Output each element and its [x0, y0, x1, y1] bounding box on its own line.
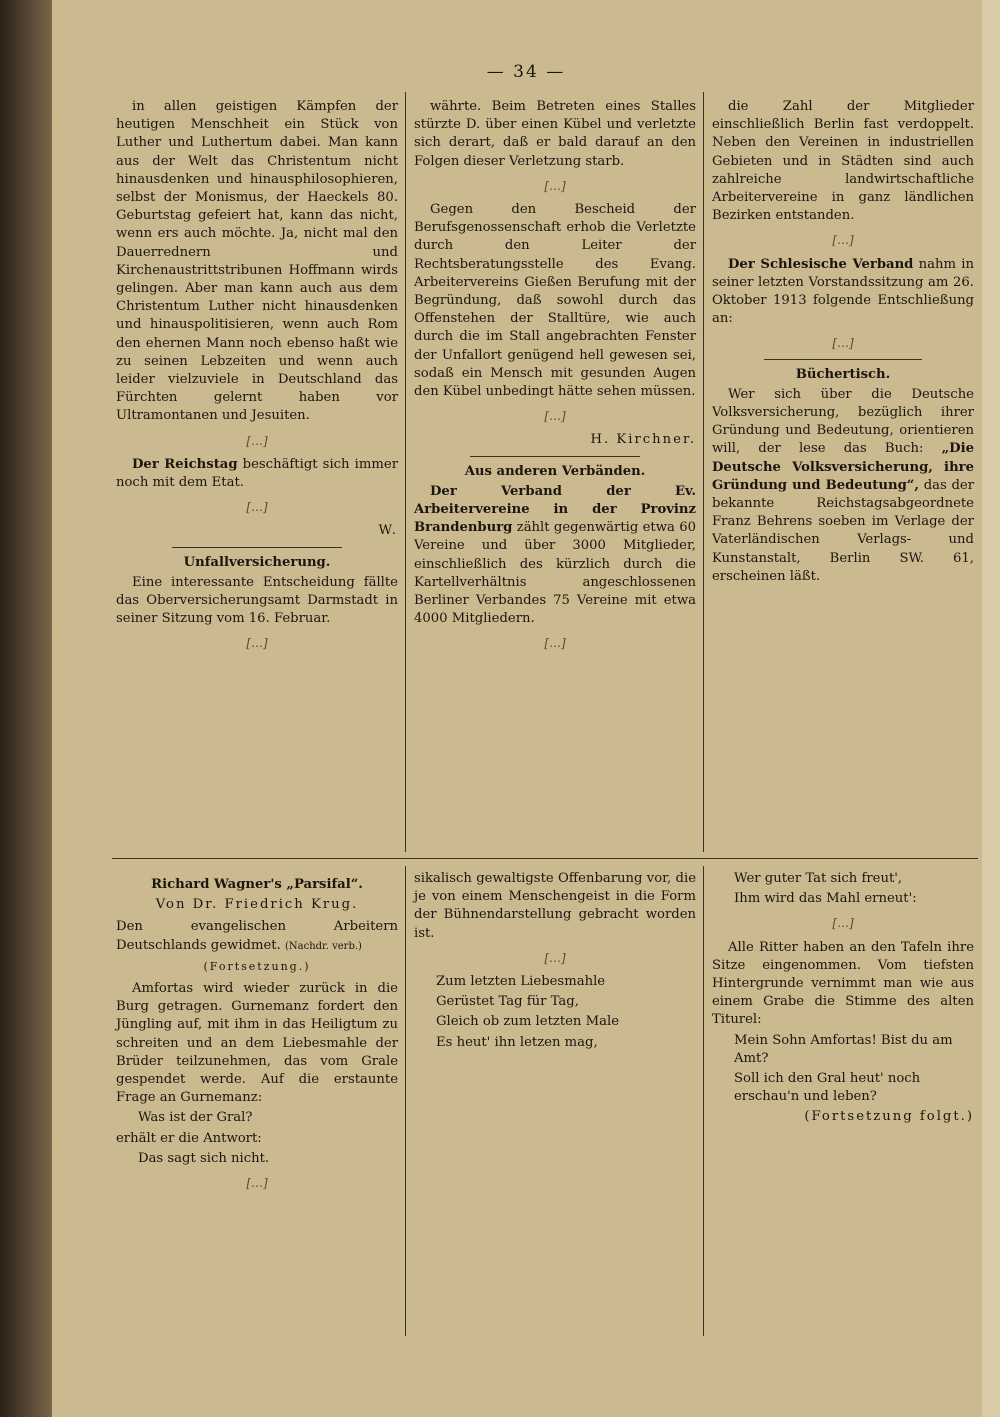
omitted-text: […]	[544, 636, 566, 651]
ritter-paragraph: Alle Ritter haben an den Tafeln ihre Sitze eingenommen. Vom tiefsten Hintergrunde vernimmt man wie aus einem Grabe die Stimme des alten Titurel:	[712, 939, 974, 1028]
verse-line: Es heut' ihn letzen mag,	[436, 1034, 598, 1050]
brandenburg-paragraph	[414, 483, 696, 629]
column-rule	[703, 92, 704, 852]
column-1-paragraph: in allen geistigen Kämpfen der heutigen Menschheit ein Stück von Luther und Luthertum dabei. Man kann aus der Welt das Christentum nicht hinausdenken und hinausphilosophieren, selbst der Monismus, der Haeckels 80. Geburtstag gefeiert hat, kann das nicht, wenn ers auch möchte. Ja, nicht mal den Dauerrednern und Kirchenaustrittstribunen Hoffmann wirds gelingen. Aber man kann auch aus dem Christentum Luther nicht hinausdenken und hinauspolitisieren, wenn auch Rom den ehernen Mann noch ebenso haßt wie zu seinen Lebzeiten und wenn auch leider vielzuviele in Deutschland das Fürchten gelernt haben vor Ultramontanen und Jesuiten.	[116, 99, 398, 424]
column-3	[712, 98, 974, 588]
verse-line: Mein Sohn Amfortas! Bist du am Amt?	[734, 1032, 953, 1066]
parsifal-paragraph: Amfortas wird wieder zurück in die Burg getragen. Gurnemanz fordert den Jüngling auf, mit ihm in das Heiligtum zu schreiten und an dem Liebesmahle der Brüder teilzunehmen, das vom Grale gespendet werde. Auf die erstaunte Frage an Gurnemanz:	[116, 981, 398, 1106]
schlesisch-paragraph	[712, 256, 974, 329]
reprint-note: (Nachdr. verb.)	[285, 940, 362, 952]
buecher-paragraph	[712, 386, 974, 586]
parsifal-title: Richard Wagner's „Parsifal“.	[151, 877, 363, 892]
continuation-note: (Fortsetzung.)	[203, 959, 311, 973]
reichstag-lead: Der Reichstag	[132, 456, 238, 472]
column-3-paragraph: die Zahl der Mitglieder einschließlich Berlin fast verdoppelt. Neben den Vereinen in industriellen Gebieten und in Städten sind auch zahlreiche landwirtschaftliche Arbeitervereine in ganz ländlichen Bezirken entstanden.	[712, 99, 974, 224]
column-rule	[703, 866, 704, 1336]
section-divider	[470, 456, 639, 457]
schlesisch-lead: Der Schlesische Verband	[728, 256, 914, 272]
section-rule	[112, 858, 978, 859]
brandenburg-text: zählt gegenwärtig etwa 60 Vereine und über 3000 Mitglieder, einschließlich des kürzlich durch die Kartellverhältnis angeschlossenen Berliner Verbandes 75 Vereine mit etwa 4000 Mitgliedern.	[414, 520, 696, 627]
omitted-text: […]	[246, 500, 268, 515]
column-1	[116, 98, 398, 659]
omitted-text: […]	[246, 1176, 268, 1191]
unfall-heading: Unfallversicherung.	[183, 554, 331, 570]
omitted-text: […]	[544, 409, 566, 424]
reichstag-text: beschäftigt sich immer noch mit dem Etat.	[116, 456, 398, 491]
buecher-intro: Wer sich über die Deutsche Volksversicherung, bezüglich ihrer Gründung und Bedeutung, orientieren will, der lese das Buch:	[712, 386, 974, 457]
verse-line: erhält er die Antwort:	[116, 1130, 262, 1146]
column-6	[712, 870, 974, 1131]
verse-line: Wer guter Tat sich freut',	[734, 871, 903, 886]
book-binding	[0, 0, 52, 1417]
verbaende-heading: Aus anderen Verbänden.	[464, 463, 646, 479]
continuation-note: (Fortsetzung folgt.)	[804, 1109, 974, 1125]
column-2	[414, 98, 696, 659]
column-2-paragraph: währte. Beim Betreten eines Stalles stürzte D. über einen Kübel und verletzte sich derart, daß er bald darauf an den Folgen dieser Verletzung starb.	[414, 99, 696, 169]
buecher-rest: das der bekannte Reichstagsabgeordnete Franz Behrens soeben im Verlage der Vaterländischen Verlags- und Kunstanstalt, Berlin SW. 61, erscheinen läßt.	[712, 477, 974, 584]
section-divider	[172, 547, 341, 548]
brandenburg-lead: Der Verband der Ev. Arbeitervereine in der Provinz Brandenburg	[414, 483, 696, 536]
facing-page-edge	[982, 0, 1000, 1417]
omitted-text: […]	[246, 433, 268, 448]
column-rule	[405, 92, 406, 852]
omitted-text: […]	[832, 233, 854, 248]
omitted-text: […]	[544, 178, 566, 193]
schlesisch-text: nahm in seiner letzten Vorstandssitzung am 26. Oktober 1913 folgende Entschließung an:	[712, 256, 974, 327]
verse-line: Was ist der Gral?	[138, 1110, 253, 1126]
buecher-title: „Die Deutsche Volksversicherung, ihre Gründung und Bedeutung“,	[712, 441, 975, 493]
parsifal-author: Von Dr. Friedrich Krug.	[155, 897, 359, 913]
column-rule	[405, 866, 406, 1336]
signature-kirchner: H. Kirchner.	[590, 432, 696, 448]
verse-line: Gleich ob zum letzten Male	[436, 1014, 620, 1030]
omitted-text: […]	[544, 950, 566, 965]
column-5-paragraph: sikalisch gewaltigste Offenbarung vor, die je von einem Menschengeist in die Form der Bühnendarstellung gebracht worden ist.	[414, 871, 696, 941]
verse-line: Das sagt sich nicht.	[138, 1150, 270, 1166]
verse-line: Gerüstet Tag für Tag,	[436, 994, 579, 1010]
omitted-text: […]	[246, 636, 268, 651]
omitted-text: […]	[832, 916, 854, 931]
signature-w: W.	[378, 523, 398, 539]
unfall-paragraph: Eine interessante Entscheidung fällte das Oberversicherungsamt Darmstadt in seiner Sitzung vom 16. Februar.	[116, 574, 398, 627]
page-number: — 34 —	[486, 62, 566, 82]
omitted-text: […]	[832, 336, 854, 351]
verse-line: Soll ich den Gral heut' noch erschau'n und leben?	[734, 1071, 921, 1105]
verse-line: Zum letzten Liebesmahle	[436, 974, 606, 990]
parsifal-dedication: Den evangelischen Arbeitern Deutschlands gewidmet. (Nachdr. verb.)	[116, 919, 398, 953]
reichstag-paragraph	[116, 456, 398, 492]
column-4	[116, 870, 398, 1198]
column-5	[414, 870, 696, 1054]
section-divider	[764, 359, 921, 360]
newspaper-page	[52, 0, 1000, 1417]
berufung-paragraph: Gegen den Bescheid der Berufsgenossenschaft erhob die Verletzte durch den Leiter der Rechtsberatungsstelle des Evang. Arbeitervereins Gießen Berufung mit der Begründung, daß sowohl durch das Offenstehen der Stalltüre, wie auch durch die im Stall angebrachten Fenster der Unfallort genügend hell gewesen sei, sodaß ein Mensch mit gesunden Augen den Kübel unbedingt hätte sehen müssen.	[414, 202, 696, 400]
buecher-heading: Büchertisch.	[795, 366, 891, 382]
verse-line: Ihm wird das Mahl erneut':	[734, 891, 917, 907]
